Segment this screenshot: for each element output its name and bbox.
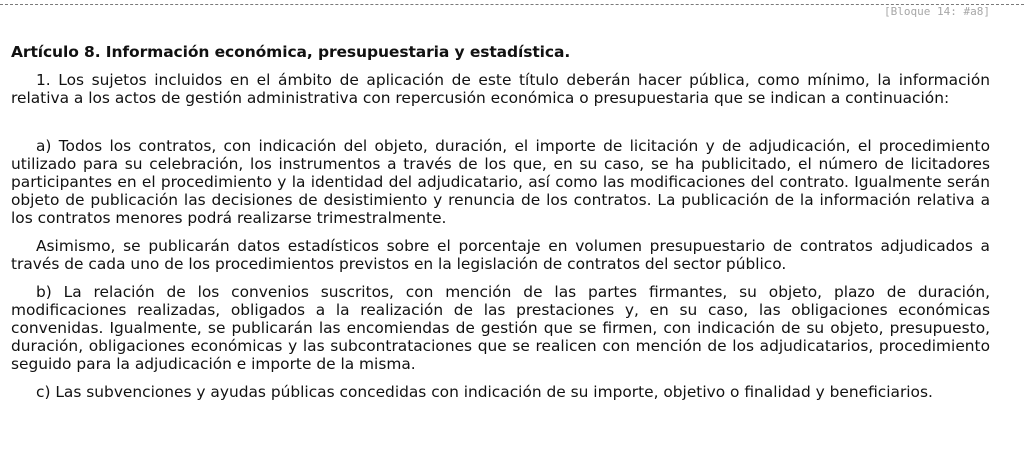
paragraph-1: 1. Los sujetos incluidos en el ámbito de aplicación de este título deberán hacer pública, como mínimo, la información relativa a los actos de gestión administrativa con repercusión económica o presupuestaria que se indican a continuación: [11,71,990,107]
article-title: Artículo 8. Información económica, presupuestaria y estadística. [11,43,571,61]
paragraph-c: c) Las subvenciones y ayudas públicas concedidas con indicación de su importe, objetivo o finalidad y beneficiarios. [36,383,933,401]
block-separator [0,4,1024,5]
paragraph-asimismo: Asimismo, se publicarán datos estadísticos sobre el porcentaje en volumen presupuestario de contratos adjudicados a través de cada uno de los procedimientos previstos en la legislación de contratos del sector público. [11,237,990,273]
article-section [11,41,990,401]
block-tag: [Bloque 14: #a8] [884,5,990,18]
paragraph-b: b) La relación de los convenios suscritos, con mención de las partes firmantes, su objeto, plazo de duración, modificaciones realizadas, obligados a la realización de las prestaciones y, en su caso, las obligaciones económicas convenidas. Igualmente, se publicarán las encomiendas de gestión que se firmen, con indicación de su objeto, presupuesto, duración, obligaciones económicas y las subcontrataciones que se realicen con mención de los adjudicatarios, procedimiento seguido para la adjudicación e importe de la misma. [11,283,990,373]
paragraph-a: a) Todos los contratos, con indicación del objeto, duración, el importe de licitación y de adjudicación, el procedimiento utilizado para su celebración, los instrumentos a través de los que, en su caso, se ha publicitado, el número de licitadores participantes en el procedimiento y la identidad del adjudicatario, así como las modificaciones del contrato. Igualmente serán objeto de publicación las decisiones de desistimiento y renuncia de los contratos. La publicación de la información relativa a los contratos menores podrá realizarse trimestralmente. [11,137,990,227]
